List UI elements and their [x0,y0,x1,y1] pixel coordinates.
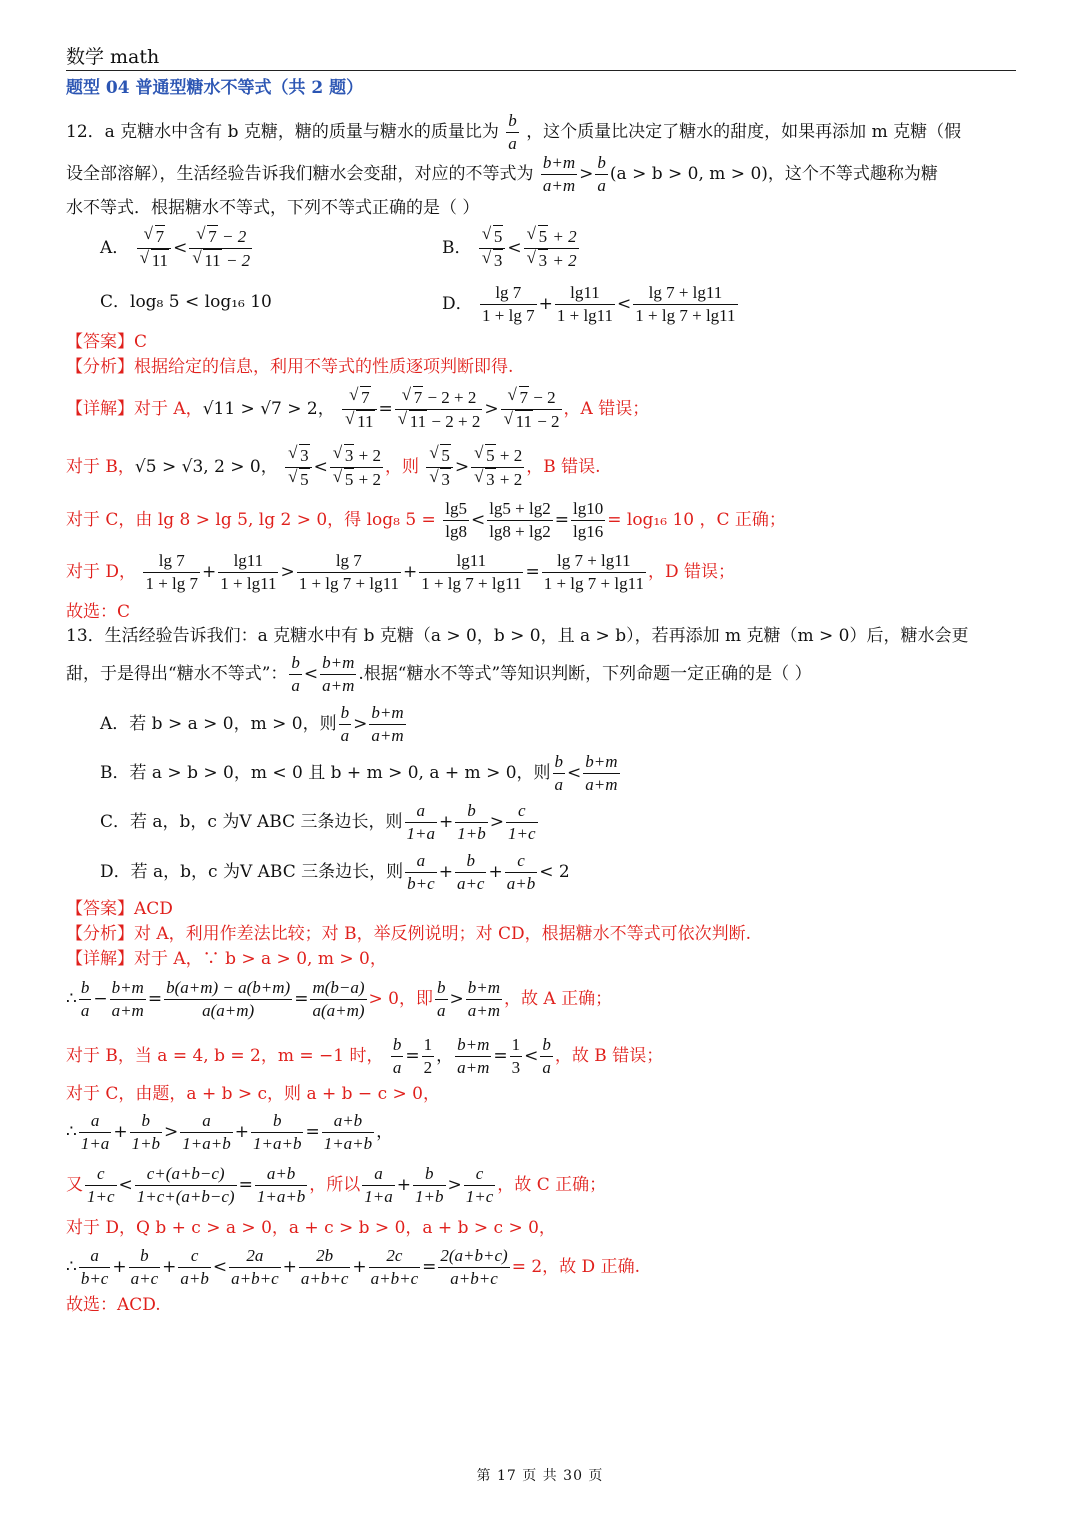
q13-choose: 故选：ACD. [66,1295,161,1315]
frac: $\frac{b(a+m) - a(b+m)}{a(a+m)}$ [166,978,291,1020]
frac: $\frac{c}{a+b}$ [506,851,536,893]
q12-text1b: ，这个质量比决定了糖水的甜度，如果再添加 m 克糖（假 [526,122,962,142]
frac-b-a: $\frac{b}{a}$ [508,111,517,153]
frac: $\frac{a}{b+c}$ [407,851,435,893]
frac: $\frac{a}{1+a}$ [364,1164,393,1206]
frac: $\frac{b+m}{a+m}$ [585,752,618,794]
detail-d-end: ，D 错误； [647,562,735,582]
frac: $\frac{2b}{a+b+c}$ [300,1246,349,1288]
frac: $\frac{c}{1+c}$ [508,801,536,843]
frac: $\frac{a}{1+a}$ [406,801,436,843]
q13-opt-c-text: C．若 a，b，c 为V ABC 三条边长，则 [100,812,403,832]
detail-a-label: 【详解】对于 A， [66,399,203,419]
q13-line2b: .根据“糖水不等式”等知识判断，下列命题一定正确的是（ ） [358,664,812,684]
detail-c-label: 对于 C，由 lg 8 > lg 5, lg 2 > 0，得 log₈ 5 = [66,510,436,530]
frac: $\frac{m(b-a)}{a(a+m)}$ [312,978,365,1020]
frac: √ 5 + 2 √ 3 + 2 [524,225,579,272]
frac: $\frac{b}{a}$ [340,703,350,745]
header-rule [66,70,1016,71]
q12-option-a: A． √ 7 √ 11 < √ 7 − 2 √ 11 − 2 [100,225,254,272]
frac: √ 7 √ 11 [342,386,376,433]
q13-step-c2: 又 $\frac{c}{1+c}$ < $\frac{c+(a+b-c)}{1+c+(a+b-c)}$ = $\frac{a+b}{1+a+b}$ ，所以 $\frac{a}{1+a}$ + $\frac{b}{1+b}$ > $\frac{c}{1+c}$ ，故 C 正确； [66,1164,607,1206]
q13-option-a: A．若 b > a > 0，m > 0，则 $\frac{b}{a}$ > $\frac{b+m}{a+m}$ [100,703,404,745]
frac: $\frac{c}{1+c}$ [465,1164,494,1206]
frac: $\frac{c}{1+c}$ [87,1164,115,1206]
frac: √ 5 + 2 √ 3 + 2 [471,444,524,491]
header-subject: 数学 math [66,46,160,68]
opt-a-label: A． [100,238,130,258]
frac: $\frac{b}{a}$ [291,653,300,695]
frac: $\frac{c+(a+b-c)}{1+c+(a+b-c)}$ [136,1164,235,1206]
frac: $\frac{b}{a}$ [554,752,564,794]
q13-opt-a-text: A．若 b > a > 0，m > 0，则 [100,714,337,734]
section-title: 题型 04 普通型糖水不等式（共 2 题） [66,78,364,98]
frac: $\frac{b}{a+c}$ [456,851,485,893]
q13-opt-d-text: D．若 a，b，c 为V ABC 三条边长，则 [100,862,404,882]
q13-step-a: ∴ $\frac{b}{a}$ − $\frac{b+m}{a+m}$ = $\frac{b(a+m) - a(b+m)}{a(a+m)}$ = $\frac{m(b-a)}{a(a+m)}$ > 0，即 $\frac{b}{a}$ > $\frac{b+m}{a+m}$ ，故 A 正确； [66,978,613,1020]
frac: $\frac{b}{a+c}$ [130,1246,159,1288]
detail-b-mid: √5 > √3, 2 > 0， [134,457,278,477]
q13-answer: 【答案】ACD [66,899,173,919]
frac: √ 3 + 2 √ 5 + 2 [330,444,383,491]
q12-line1 [66,110,961,155]
frac: $\frac{\lg 11}{1 + \lg 11}$ [220,551,277,593]
step-c-end: ，故 C 正确； [497,1175,607,1195]
frac: √ 7 − 2 √ 11 − 2 [501,386,562,433]
opt-b-label: B． [442,238,472,258]
frac: $\frac{1}{3}$ [511,1035,521,1077]
q12-option-d: D． $\frac{\lg 7}{1 + \lg 7}$ + $\frac{\lg 11}{1 + \lg 11}$ < $\frac{\lg 7 + \lg 11}{1 + \lg 7 + \lg 11}$ [442,283,736,325]
detail-b-end: ，B 错误. [526,457,601,477]
detail-c-end: = log₁₆ 10 ，C 正确； [607,510,786,530]
q12-analysis: 【分析】根据给定的信息，利用不等式的性质逐项判断即得. [66,357,514,377]
frac: $\frac{b}{a}$ [80,978,90,1020]
step-a-end2: ，故 A 正确； [504,989,613,1009]
frac: $\frac{1}{2}$ [423,1035,433,1077]
frac: $\frac{\lg 7}{1 + \lg 7 + \lg 11}$ [298,551,399,593]
frac: √ 7 − 2 √ 11 − 2 [189,225,252,272]
frac: $\frac{\lg 11}{1 + \lg 11}$ [556,283,614,325]
frac: $\frac{b}{1+b}$ [131,1111,161,1153]
q13-detail-c: 对于 C，由题，a + b > c，则 a + b − c > 0， [66,1084,440,1104]
q13-analysis: 【分析】对 A，利用作差法比较；对 B，举反例说明；对 CD，根据糖水不等式可依次判断. [66,924,752,944]
step-a-end: > 0，即 [368,989,433,1009]
frac-b-a2: $\frac{b}{a}$ [597,153,606,195]
q12-answer: 【答案】C [66,332,148,352]
frac: $\frac{a}{1+a}$ [80,1111,110,1153]
frac: $\frac{\lg 5 + \lg 2}{\lg 8 + \lg 2}$ [489,499,551,541]
frac: $\frac{a+b}{1+a+b}$ [323,1111,373,1153]
frac: $\frac{b}{a}$ [392,1035,402,1077]
q13-step-d: ∴ $\frac{a}{b+c}$ + $\frac{b}{a+c}$ + $\frac{c}{a+b}$ < $\frac{2a}{a+b+c}$ + $\frac{2b}{a+b+c}$ + $\frac{2c}{a+b+c}$ = $\frac{2(a+b+c)}{a+b+c}$ = 2，故 D 正确. [66,1246,640,1288]
frac: $\frac{b}{a}$ [542,1035,551,1077]
frac: $\frac{\lg 7 + \lg 11}{1 + \lg 7 + \lg 11}$ [543,551,644,593]
frac: $\frac{2c}{a+b+c}$ [370,1246,419,1288]
frac: √ 3 √ 5 [285,444,312,491]
frac: $\frac{\lg 11}{1 + \lg 7 + \lg 11}$ [421,551,522,593]
frac: $\frac{b+m}{a+m}$ [322,653,355,695]
q12-option-c: C．log₈ 5 < log₁₆ 10 [100,292,272,312]
detail-b-then: ，则 [385,457,419,477]
frac: $\frac{2(a+b+c)}{a+b+c}$ [440,1246,508,1288]
frac: $\frac{\lg 7 + \lg 11}{1 + \lg 7 + \lg 11}$ [635,283,736,325]
q13-step-c1: ∴ $\frac{a}{1+a}$ + $\frac{b}{1+b}$ > $\frac{a}{1+a+b}$ + $\frac{b}{1+a+b}$ = $\frac{a+b}{1+a+b}$ ， [66,1111,394,1153]
q12-text2: 设全部溶解），生活经验告诉我们糖水会变甜，对应的不等式为 [66,164,534,184]
frac: $\frac{2a}{a+b+c}$ [231,1246,279,1288]
detail-a-end: ，A 错误； [563,399,650,419]
frac: $\frac{b}{1+b}$ [457,801,486,843]
frac: $\frac{c}{a+b}$ [180,1246,209,1288]
frac: √ 7 √ 11 [137,225,171,272]
q13-detail-b: 对于 B，当 a = 4, b = 2，m = −1 时， $\frac{b}{a}$ = $\frac{1}{2}$ ， $\frac{b+m}{a+m}$ = $\frac{1}{3}$ < $\frac{b}{a}$ ，故 B 错误； [66,1035,664,1077]
frac: $\frac{b+m}{a+m}$ [457,1035,490,1077]
page-footer: 第 17 页 共 30 页 [476,1468,604,1484]
frac: √ 5 √ 3 [426,444,453,491]
opt-d-label: D． [442,294,473,314]
frac: $\frac{b}{1+b}$ [415,1164,444,1206]
detail-d-label: 对于 D， [66,562,137,582]
frac: $\frac{a+b}{1+a+b}$ [256,1164,306,1206]
q12-detail-c: 对于 C，由 lg 8 > lg 5, lg 2 > 0，得 log₈ 5 = $\frac{\lg 5}{\lg 8}$ < $\frac{\lg 5 + \lg 2}{\lg 8 + \lg 2}$ = $\frac{\lg 10}{\lg 16}$ = log₁₆ 10 ，C 正确； [66,499,786,541]
frac: $\frac{b}{a}$ [437,978,446,1020]
q13-option-b: B．若 a > b > 0，m < 0 且 b + m > 0, a + m > 0，则 $\frac{b}{a}$ < $\frac{b+m}{a+m}$ [100,752,618,794]
detail-b-end: ，故 B 错误； [554,1046,664,1066]
frac: √ 5 √ 3 [479,225,506,272]
frac: $\frac{\lg 10}{\lg 16}$ [573,499,604,541]
frac: $\frac{b+m}{a+m}$ [467,978,500,1020]
q12-detail-a: 【详解】对于 A，√11 > √7 > 2， √ 7 √ 11 = √ 7 − 2 + 2 √ 11 − 2 + 2 > √ 7 − 2 √ 11 − 2 ，A 错误； [66,386,649,433]
frac: $\frac{b+m}{a+m}$ [111,978,144,1020]
q12-text1: a 克糖水中含有 b 克糖，糖的质量与糖水的质量比为 [104,122,499,142]
step-c-so: ，所以 [309,1175,361,1195]
detail-b-label: 对于 B， [66,457,135,477]
frac: $\frac{a}{1+a+b}$ [182,1111,231,1153]
q12-number: 12． [66,122,105,142]
q12-line3: 水不等式．根据糖水不等式，下列不等式正确的是（ ） [66,198,480,218]
q12-detail-d: 对于 D， $\frac{\lg 7}{1 + \lg 7}$ + $\frac{\lg 11}{1 + \lg 11}$ > $\frac{\lg 7}{1 + \lg 7 + \lg 11}$ + $\frac{\lg 11}{1 + \lg 7 + \lg 11}$ = $\frac{\lg 7 + \lg 11}{1 + \lg 7 + \lg 11}$ ，D 错误； [66,551,735,593]
q13-option-c: C．若 a，b，c 为V ABC 三条边长，则 $\frac{a}{1+a}$ + $\frac{b}{1+b}$ > $\frac{c}{1+c}$ [100,801,536,843]
frac: $\frac{\lg 5}{\lg 8}$ [445,499,467,541]
frac: $\frac{b}{1+a+b}$ [253,1111,302,1153]
frac: √ 7 − 2 + 2 √ 11 − 2 + 2 [395,386,483,433]
frac: $\frac{b+m}{a+m}$ [371,703,404,745]
q12-text2b: (a > b > 0, m > 0)，这个不等式趣称为糖 [609,164,938,184]
frac: $\frac{a}{b+c}$ [80,1246,109,1288]
step-c-also: 又 [66,1175,83,1195]
frac-bm-am: $\frac{b+m}{a+m}$ [542,153,576,195]
q13-line2a: 甜，于是得出“糖水不等式”： [66,664,288,684]
q13-opt-b-text: B．若 a > b > 0，m < 0 且 b + m > 0, a + m > 0，则 [100,763,551,783]
q12-detail-b: 对于 B，√5 > √3, 2 > 0， √ 3 √ 5 < √ 3 + 2 √ 5 + 2 ，则 √ 5 √ 3 > √ 5 + 2 √ 3 + 2 ，B 错误. [66,444,601,491]
step-d-end: = 2，故 D 正确. [511,1257,640,1277]
detail-a-mid: √11 > √7 > 2， [202,399,335,419]
q13-detail-a: 【详解】对于 A，∵ b > a > 0, m > 0， [66,949,387,969]
q12-line2: 设全部溶解），生活经验告诉我们糖水会变甜，对应的不等式为 $\frac{b+m}{a+m}$ > $\frac{b}{a}$ (a > b > 0, m > 0)，这个不等式趣称为糖 [66,153,938,195]
q12-option-b: B． √ 5 √ 3 < √ 5 + 2 √ 3 + 2 [442,225,581,272]
detail-b-label: 对于 B，当 a = 4, b = 2，m = −1 时， [66,1046,384,1066]
q13-line2: 甜，于是得出“糖水不等式”： $\frac{b}{a}$ < $\frac{b+m}{a+m}$ .根据“糖水不等式”等知识判断，下列命题一定正确的是（ ） [66,653,812,695]
frac: $\frac{\lg 7}{1 + \lg 7}$ [145,551,199,593]
frac: $\frac{\lg 7}{1 + \lg 7}$ [482,283,535,325]
q13-detail-d: 对于 D，Q b + c > a > 0，a + c > b > 0，a + b > c > 0， [66,1218,556,1238]
q13-option-d: D．若 a，b，c 为V ABC 三条边长，则 $\frac{a}{b+c}$ + $\frac{b}{a+c}$ + $\frac{c}{a+b}$ < 2 [100,851,570,893]
q13-line1: 13．生活经验告诉我们：a 克糖水中有 b 克糖（a > 0，b > 0，且 a > b），若再添加 m 克糖（m > 0）后，糖水会更 [66,626,969,646]
q12-choose: 故选：C [66,602,131,622]
